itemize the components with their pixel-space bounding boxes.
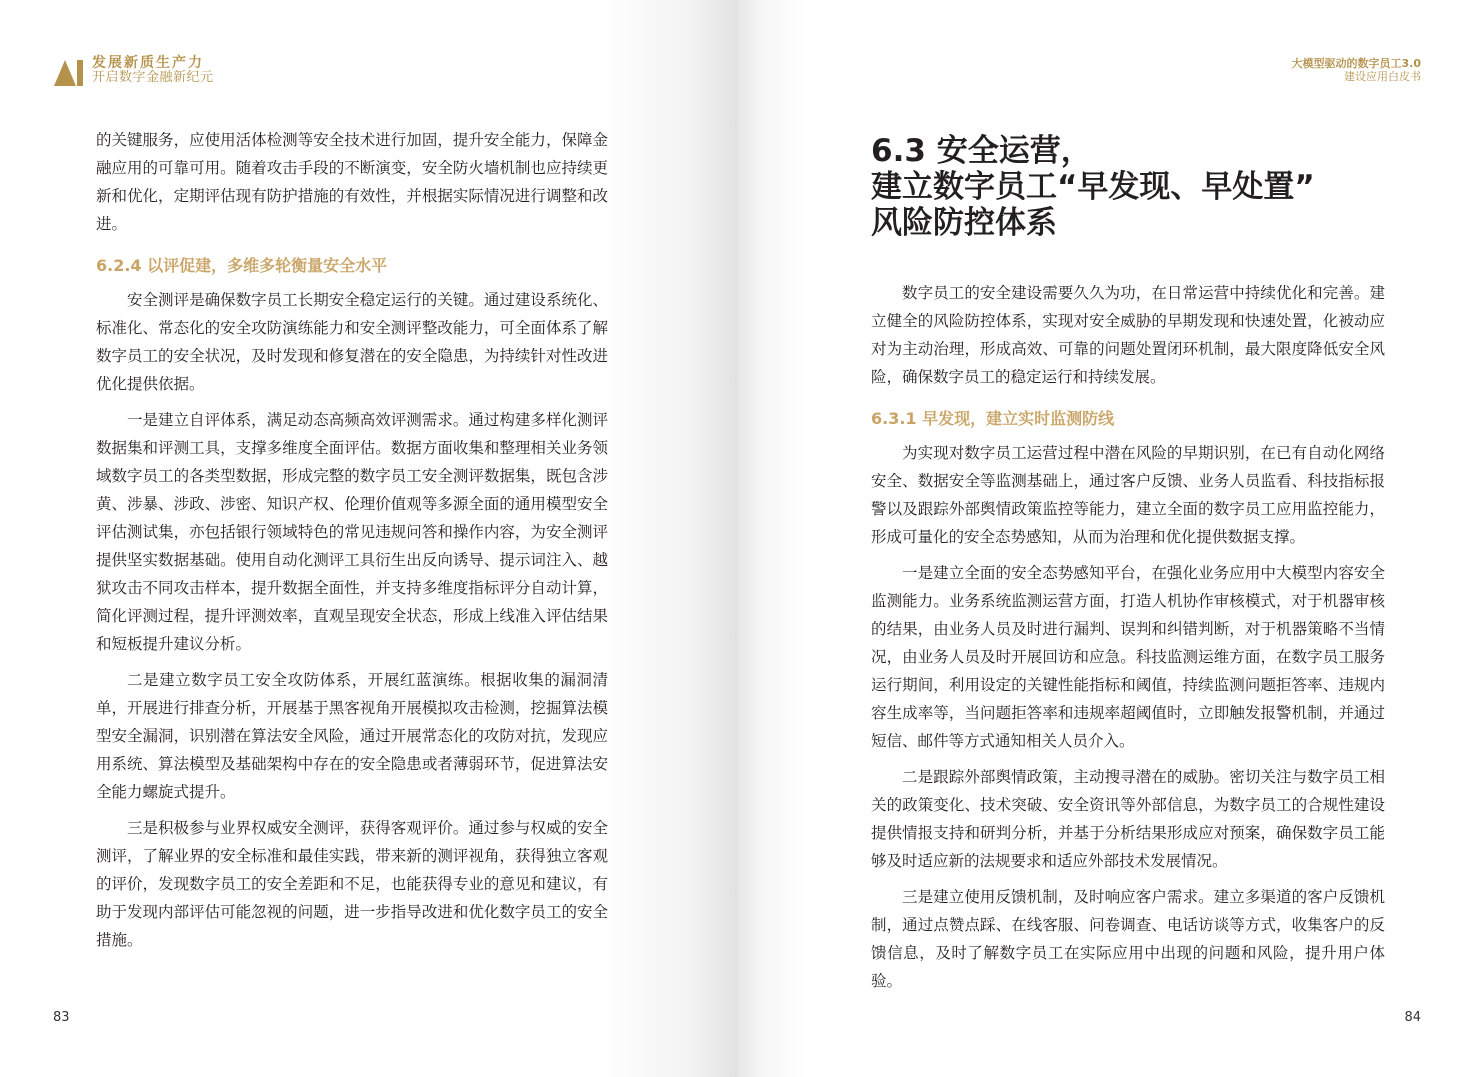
right-running-header: [1292, 58, 1422, 83]
section-title-line-2: 建立数字员工“早发现、早处置”: [871, 169, 1315, 205]
right-page-body: [871, 133, 1385, 1003]
left-paragraph-2: 一是建立自评体系，满足动态高频高效评测需求。通过构建多样化测评数据集和评测工具，支撑多维度全面评估。数据方面收集和整理相关业务领域数字员工的各类型数据，形成完整的数字员工安全测评数据集，既包含涉黄、涉暴、涉政、涉密、知识产权、伦理价值观等多源全面的通用模型安全评估测试集，亦包括银行领域特色的常见违规问答和操作内容，为安全测评提供坚实数据基础。使用自动化测评工具衍生出反向诱导、提示词注入、越狱攻击不同攻击样本，提升数据全面性，并支持多维度指标评分自动计算，简化评测过程，提升评测效率，直观呈现安全状态，形成上线准入评估结果和短板提升建议分析。: [96, 411, 608, 653]
section-title-line-3: 风险防控体系: [871, 205, 1057, 241]
right-page: [737, 0, 1474, 1077]
right-paragraph-1: 为实现对数字员工运营过程中潜在风险的早期识别，在已有自动化网络安全、数据安全等监测基础上，通过客户反馈、业务人员监看、科技指标报警以及跟踪外部舆情政策监控等能力，建立全面的数字员工应用监控能力，形成可量化的安全态势感知，从而为治理和优化提供数据支撑。: [871, 444, 1385, 546]
section-title-line-1: 6.3 安全运营，: [871, 133, 1092, 169]
left-paragraph-3: 二是建立数字员工安全攻防体系，开展红蓝演练。根据收集的漏洞清单，开展进行排查分析，开展基于黑客视角开展模拟攻击检测，挖掘算法模型安全漏洞，识别潜在算法安全风险，通过开展常态化的攻防对抗，发现应用系统、算法模型及基础架构中存在的安全隐患或者薄弱环节，促进算法安全能力螺旋式提升。: [96, 671, 608, 801]
right-paragraph-4: 三是建立使用反馈机制，及时响应客户需求。建立多渠道的客户反馈机制，通过点赞点踩、在线客服、问卷调查、电话访谈等方式，收集客户的反馈信息，及时了解数字员工在实际应用中出现的问题和风险，提升用户体验。: [871, 888, 1385, 990]
ai-logo-icon: [54, 60, 84, 86]
right-page-number: 84: [1404, 1010, 1421, 1025]
left-intro-paragraph: 的关键服务，应使用活体检测等安全技术进行加固，提升安全能力，保障金融应用的可靠可用。随着攻击手段的不断演变，安全防火墙机制也应持续更新和优化，定期评估现有防护措施的有效性，并根据实际情况进行调整和改进。: [96, 131, 608, 233]
left-header-title: 发展新质生产力: [92, 55, 204, 71]
right-header-title: 大模型驱动的数字员工3.0: [1291, 57, 1421, 70]
left-paragraph-4: 三是积极参与业界权威安全测评，获得客观评价。通过参与权威的安全测评，了解业界的安全标准和最佳实践，带来新的测评视角，获得独立客观的评价，发现数字员工的安全差距和不足，也能获得专业的意见和建议，有助于发现内部评估可能忽视的问题，进一步指导改进和优化数字员工的安全措施。: [96, 819, 608, 949]
logo-bar: [77, 60, 83, 86]
section-title-6-3: [871, 133, 1385, 241]
right-paragraph-2: 一是建立全面的安全态势感知平台，在强化业务应用中大模型内容安全监测能力。业务系统监测运营方面，打造人机协作审核模式，对于机器审核的结果，由业务人员及时进行漏判、误判和纠错判断，对于机器策略不当情况，由业务人员及时开展回访和应急。科技监测运维方面，在数字员工服务运行期间，利用设定的关键性能指标和阈值，持续监测问题拒答率、违规内容生成率等，当问题拒答率和违规率超阈值时，立即触发报警机制，并通过短信、邮件等方式通知相关人员介入。: [871, 564, 1385, 750]
left-header-subtitle: 开启数字金融新纪元: [92, 69, 214, 85]
logo-triangle: [54, 60, 76, 86]
right-intro-paragraph: 数字员工的安全建设需要久久为功，在日常运营中持续优化和完善。建立健全的风险防控体系，实现对安全威胁的早期发现和快速处置，化被动应对为主动治理，形成高效、可靠的问题处置闭环机制，最大限度降低安全风险，确保数字员工的稳定运行和持续发展。: [871, 284, 1385, 386]
right-paragraph-3: 二是跟踪外部舆情政策，主动搜寻潜在的威胁。密切关注与数字员工相关的政策变化、技术突破、安全资讯等外部信息，为数字员工的合规性建设提供情报支持和研判分析，并基于分析结果形成应对预案，确保数字员工能够及时适应新的法规要求和适应外部技术发展情况。: [871, 768, 1385, 870]
left-page-number: 83: [53, 1010, 70, 1025]
subsection-title-6-2-4: 6.2.4 以评促建，多维多轮衡量安全水平: [96, 256, 388, 275]
subsection-title-6-3-1: 6.3.1 早发现，建立实时监测防线: [871, 409, 1115, 428]
left-page-body: [96, 126, 608, 962]
left-paragraph-1: 安全测评是确保数字员工长期安全稳定运行的关键。通过建设系统化、标准化、常态化的安全攻防演练能力和安全测评整改能力，可全面体系了解数字员工的安全状况，及时发现和修复潜在的安全隐患，为持续针对性改进优化提供依据。: [96, 291, 608, 393]
left-running-header: [92, 56, 214, 84]
right-header-subtitle: 建设应用白皮书: [1344, 69, 1421, 83]
